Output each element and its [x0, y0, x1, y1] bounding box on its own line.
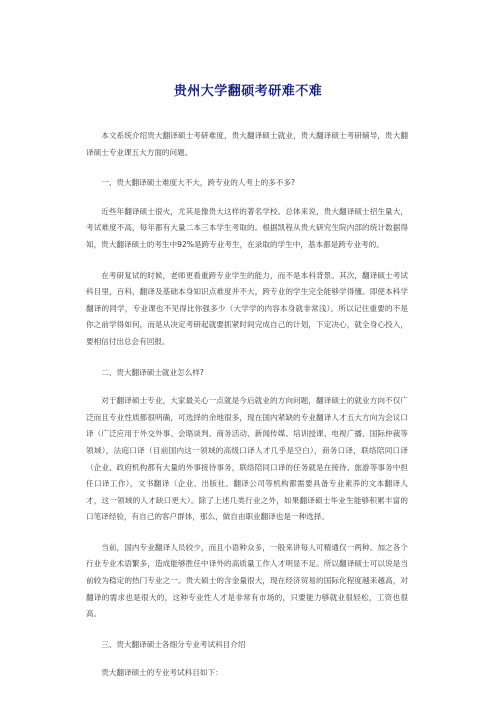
- paragraph-employment-1: 对于翻译硕士专业，大家最关心一点就是今后就业的方向问题，翻译硕士的就业方向不仅广泛而且专业性质都很明确，可选择的余地很多，现在国内紧缺的专业翻译人才五大方向为会议口译（广泛应用于外交外事、会晤谈判、商务活动、新闻传媒、培训授课、电视广播、国际仲裁等领域），法庭口译（目前国内这一领域的高级口译人才几乎是空白），商务口译，联络陪同口译（企业、政府机构都有大量的外事接待事务，联络陪同口译的任务就是在接待、旅游等事务中担任口译工作），文书翻译（企业、出版社、翻译公司等机构都需要具备专业素养的文本翻译人才，这一领域的人才缺口更大）。除了上述几类行业之外，如果翻译硕士毕业生能够积累丰富的口笔译经验，有自己的客户群体，那么，做自由职业翻译也是一种选择。: [86, 396, 408, 522]
- section-heading-subjects: 三、贵大翻译硕士各细分专业考试科目介绍: [101, 639, 246, 649]
- paragraph-subjects-intro: 贵大翻译硕士的专业考试科目如下：: [101, 668, 223, 678]
- document-title: 贵州大学翻硕考研难不难: [173, 84, 323, 99]
- paragraph-employment-2: 当前，国内专业翻译人员较少，而且小语种众多，一般来讲每人可精通仅一两种。加之各个行业专业术语繁多，造成能够胜任中译外的高质量工作人才明显不足。所以翻译硕士可以说是当前较为稳定的热门专业之一。贵大硕士的含金量很大，现在经济贸易的国际化程度越来越高，对翻译的需求也是很大的，这种专业性人才是非常有市场的，只要能力够就业很轻松，工资也很高。: [86, 542, 408, 619]
- section-heading-difficulty: 一、贵大翻译硕士难度大不大，跨专业的人考上的多不多?: [101, 178, 296, 188]
- section-heading-employment: 二、贵大翻译硕士就业怎么样?: [101, 367, 204, 377]
- document-body: [86, 128, 408, 688]
- paragraph-difficulty-1: 近些年翻译硕士很火，尤其是像贵大这样的著名学校。总体来说，贵大翻译硕士招生量大，考试难度不高，每年都有大量二本三本学生考取的。根据凯程从贵大研究生院内部的统计数据得知，贵大翻译硕士的考生中92%是跨专业考生，在录取的学生中，基本都是跨专业考的。: [86, 206, 408, 249]
- paragraph-difficulty-2: 在考研复试的时候，老师更看重跨专业学生的能力，而不是本科背景。其次，翻译硕士考试科目里，百科，翻译及基础本身知识点难度并不大，跨专业的学生完全能够学得懂。即使本科学翻译的同学，专业课也不见得比你强多少（大学学的内容本身就非常浅）。所以记住重要的不是你之前学得如何，而是从决定考研起就要抓紧时间完成自己的计划，下定决心，就全身心投入，要相信付出总会有回报。: [86, 270, 408, 346]
- intro-paragraph: 本文系统介绍贵大翻译硕士考研难度，贵大翻译硕士就业，贵大翻译硕士考研辅导，贵大翻译硕士专业课五大方面的问题。: [86, 131, 408, 157]
